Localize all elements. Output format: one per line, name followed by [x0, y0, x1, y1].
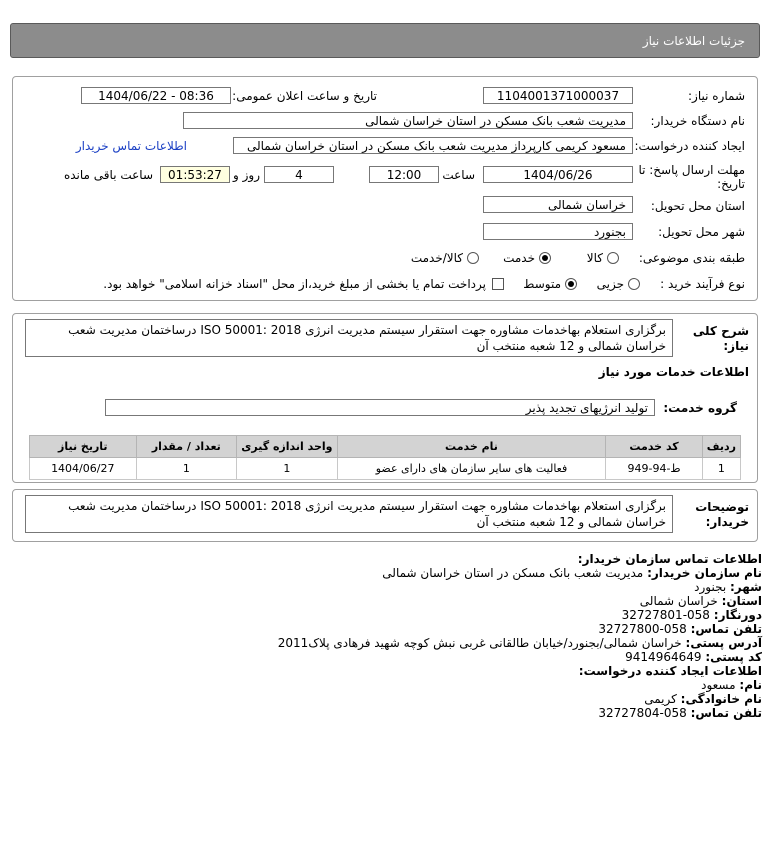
cell-quantity: 1: [136, 458, 237, 480]
treasury-payment-note: پرداخت تمام یا بخشی از مبلغ خرید،از محل "اسناد خزانه اسلامی" خواهد بود.: [103, 277, 486, 291]
column-header-quantity: تعداد / مقدار: [136, 436, 237, 458]
creator-first-name-value: مسعود: [701, 678, 736, 692]
contact-fax-label: دورنگار:: [713, 608, 762, 622]
column-header-unit: واحد اندازه گیری: [237, 436, 338, 458]
deadline-time-label: ساعت: [442, 168, 475, 182]
need-number-label: شماره نیاز:: [688, 89, 745, 103]
deadline-time-field: 12:00: [369, 166, 439, 183]
cell-name: فعالیت های سایر سازمان های دارای عضو: [337, 458, 606, 480]
buyer-org-field: مدیریت شعب بانک مسکن در استان خراسان شمالی: [183, 112, 633, 129]
summary-label: شرح کلی نیاز:: [692, 324, 749, 353]
deadline-date-field: 1404/06/26: [483, 166, 633, 183]
process-label: نوع فرآیند خرید :: [660, 277, 745, 291]
contact-postal-value: 9414964649: [625, 650, 702, 664]
summary-text: برگزاری استعلام بهاخدمات مشاوره جهت استقرار سیستم مدیریت انرژی ISO 50001: 2018 درساختمان مدیریت شعب خراسان شمالی و 12 شعبه منتخب آن: [25, 319, 673, 357]
province-label: استان محل تحویل:: [650, 199, 745, 213]
table-row[interactable]: [30, 458, 741, 480]
process-option-medium: متوسط: [523, 277, 561, 291]
remaining-time-label: ساعت باقی مانده: [63, 168, 153, 182]
service-group-label: گروه خدمت:: [663, 401, 737, 415]
contact-city-value: بجنورد: [694, 580, 727, 594]
need-info-panel: [12, 76, 758, 301]
city-field: بجنورد: [483, 223, 633, 240]
creator-first-name-label: نام:: [739, 678, 762, 692]
announce-date-field: 1404/06/22 - 08:36: [81, 87, 231, 104]
remaining-time-field: 01:53:27: [160, 166, 230, 183]
services-section-title: اطلاعات خدمات مورد نیاز: [598, 365, 749, 379]
service-group-field: تولید انرژیهای تجدید پذیر: [105, 399, 655, 416]
cell-code: ط-94-949: [606, 458, 702, 480]
cell-date: 1404/06/27: [30, 458, 137, 480]
city-label: شهر محل تحویل:: [658, 225, 745, 239]
creator-last-name-value: کریمی: [644, 692, 677, 706]
contact-phone-value: 058-32727800: [598, 622, 687, 636]
creator-last-name-label: نام خانوادگی:: [680, 692, 762, 706]
category-option-goods-service: کالا/خدمت: [410, 251, 463, 265]
treasury-payment-checkbox[interactable]: [492, 278, 504, 290]
contact-org-label: نام سازمان خریدار:: [647, 566, 762, 580]
process-radio-minor[interactable]: [628, 278, 640, 290]
contact-fax-value: 058-32727801: [621, 608, 710, 622]
category-option-goods: کالا: [586, 251, 603, 265]
need-number-field: 1104001371000037: [483, 87, 633, 104]
category-label: طبقه بندی موضوعی:: [638, 251, 745, 265]
cell-unit: 1: [237, 458, 338, 480]
services-table: [29, 435, 741, 480]
province-field: خراسان شمالی: [483, 196, 633, 213]
process-radio-medium[interactable]: [565, 278, 577, 290]
page-title: جزئیات اطلاعات نیاز: [642, 34, 745, 48]
process-option-minor: جزیی: [596, 277, 624, 291]
contact-province-value: خراسان شمالی: [639, 594, 718, 608]
services-panel: [12, 313, 758, 483]
buyer-org-label: نام دستگاه خریدار:: [650, 114, 745, 128]
creator-info-title: اطلاعات ایجاد کننده درخواست:: [578, 664, 762, 678]
announce-date-label: تاریخ و ساعت اعلان عمومی:: [232, 89, 377, 103]
category-radio-goods-service[interactable]: [467, 252, 479, 264]
column-header-name: نام خدمت: [337, 436, 606, 458]
contact-org-value: مدیریت شعب بانک مسکن در استان خراسان شمالی: [382, 566, 644, 580]
cell-row: 1: [702, 458, 740, 480]
category-option-service: خدمت: [503, 251, 535, 265]
table-header-row: [30, 436, 741, 458]
creator-field: مسعود کریمی کارپرداز مدیریت شعب بانک مسکن در استان خراسان شمالی: [233, 137, 633, 154]
deadline-days-field: 4: [264, 166, 334, 183]
contact-address-label: آدرس پستی:: [685, 636, 762, 650]
column-header-date: تاریخ نیاز: [30, 436, 137, 458]
creator-phone-label: تلفن تماس:: [690, 706, 762, 720]
category-radio-service[interactable]: [539, 252, 551, 264]
buyer-notes-text: برگزاری استعلام بهاخدمات مشاوره جهت استقرار سیستم مدیریت انرژی ISO 50001: 2018 درساختمان مدیریت شعب خراسان شمالی و 12 شعبه منتخب آن: [25, 495, 673, 533]
buyer-notes-panel: [12, 489, 758, 542]
page-header: [10, 23, 760, 58]
contact-address-value: خراسان شمالی/بجنورد/خیابان طالقانی غربی نبش کوچه شهید فرهادی پلاک2011: [277, 636, 682, 650]
buyer-notes-label: توضیحات خریدار:: [695, 500, 749, 529]
buyer-contact-link[interactable]: اطلاعات تماس خریدار: [75, 139, 187, 153]
deadline-label: مهلت ارسال پاسخ: تا تاریخ:: [638, 163, 745, 191]
contact-phone-label: تلفن تماس:: [690, 622, 762, 636]
contact-province-label: استان:: [721, 594, 762, 608]
creator-label: ایجاد کننده درخواست:: [634, 139, 745, 153]
column-header-row: ردیف: [702, 436, 740, 458]
creator-phone-value: 058-32727804: [598, 706, 687, 720]
contact-city-label: شهر:: [730, 580, 762, 594]
deadline-days-label: روز و: [233, 168, 260, 182]
contact-postal-label: کد پستی:: [705, 650, 762, 664]
column-header-code: کد خدمت: [606, 436, 702, 458]
contact-title: اطلاعات تماس سازمان خریدار:: [577, 552, 762, 566]
category-radio-goods[interactable]: [607, 252, 619, 264]
